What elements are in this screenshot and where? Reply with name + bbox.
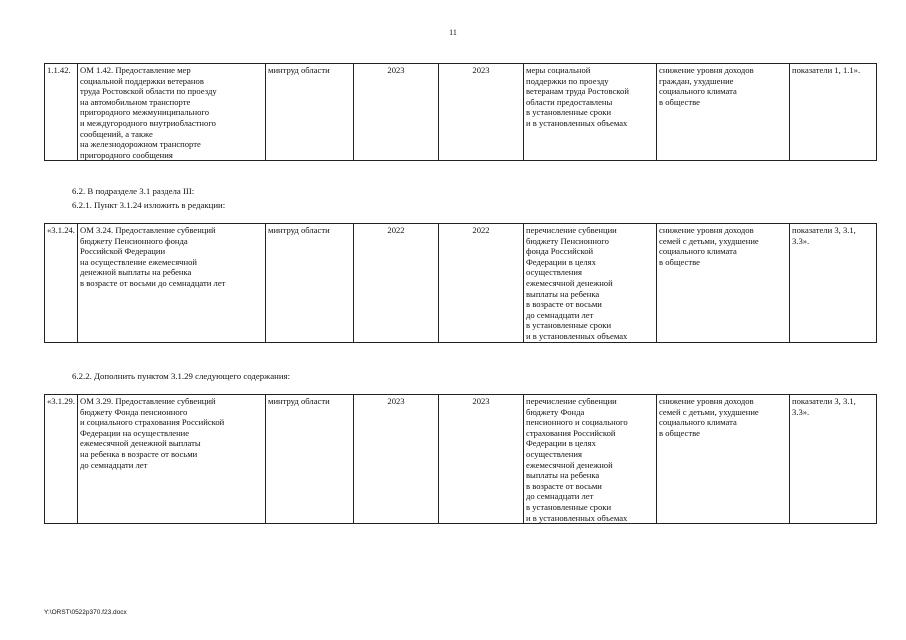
expected-result-line: бюджету Пенсионного	[526, 235, 609, 246]
indicators-line: показатели 3, 3.1,	[792, 396, 856, 406]
measure-name-line: ОМ 1.42. Предоставление мер	[80, 65, 191, 75]
measure-name-line: ежемесячной денежной выплаты	[80, 438, 201, 449]
expected-result-line: перечисление субвенции	[526, 225, 617, 235]
expected-result-line: перечисление субвенции	[526, 396, 617, 406]
measure-name-line: до семнадцати лет	[80, 459, 148, 470]
measure-name-line: пригородного межмуниципального	[80, 107, 209, 118]
measure-name-line: социальной поддержки ветеранов	[80, 75, 204, 86]
indicators-line: 3.3».	[792, 406, 810, 417]
consequence-cell	[657, 395, 790, 524]
consequence-line: снижение уровня доходов	[659, 396, 754, 406]
executor-cell: минтруд области	[266, 224, 354, 343]
consequence-line: в обществе	[659, 256, 700, 267]
consequence-line: снижение уровня доходов	[659, 225, 754, 235]
expected-result-line: Федерации в целях	[526, 438, 596, 449]
measure-table-3-1-29	[44, 394, 877, 524]
measure-table-1-1-42	[44, 63, 877, 161]
expected-result-line: до семнадцати лет	[526, 491, 594, 502]
expected-result-line: в установленные сроки	[526, 107, 612, 118]
indicators-line: показатели 3, 3.1,	[792, 225, 856, 235]
indicators-line: показатели 1, 1.1».	[792, 65, 861, 75]
executor-cell: минтруд области	[266, 395, 354, 524]
measure-name-line: на автомобильном транспорте	[80, 96, 191, 107]
indicators-cell	[790, 395, 877, 524]
expected-result-line: выплаты на ребенка	[526, 288, 600, 299]
measure-name-line: бюджету Фонда пенсионного	[80, 406, 188, 417]
measure-name-line: пригородного сообщения	[80, 149, 173, 160]
indicators-cell	[790, 224, 877, 343]
measure-name-cell	[78, 395, 266, 524]
start-year-cell: 2023	[354, 64, 439, 161]
measure-name-line: на железнодорожном транспорте	[80, 139, 201, 150]
expected-result-line: страхования Российской	[526, 427, 616, 438]
measure-name-line: сообщений, а также	[80, 128, 153, 139]
measure-name-cell	[78, 64, 266, 161]
measure-name-line: труда Ростовской области по проезду	[80, 86, 217, 97]
expected-result-line: меры социальной	[526, 65, 591, 75]
consequence-line: семей с детьми, ухудшение	[659, 406, 759, 417]
start-year-cell: 2022	[354, 224, 439, 343]
row-number-cell: «3.1.29.	[45, 395, 78, 524]
expected-result-line: выплаты на ребенка	[526, 470, 600, 481]
table-row	[45, 224, 877, 343]
expected-result-cell	[524, 224, 657, 343]
expected-result-line: осуществления	[526, 267, 582, 278]
measure-name-line: ОМ 3.24. Предоставление субвенций	[80, 225, 216, 235]
consequence-line: социального климата	[659, 417, 737, 428]
indicators-line: 3.3».	[792, 235, 810, 246]
expected-result-line: осуществления	[526, 448, 582, 459]
expected-result-line: и в установленных объемах	[526, 512, 628, 523]
measure-name-line: Федерации на осуществление	[80, 427, 190, 438]
expected-result-line: поддержки по проезду	[526, 75, 609, 86]
expected-result-line: ежемесячной денежной	[526, 459, 613, 470]
expected-result-line: Федерации в целях	[526, 256, 596, 267]
measure-name-line: денежной выплаты на ребенка	[80, 267, 192, 278]
expected-result-line: в установленные сроки	[526, 501, 612, 512]
end-year-cell: 2023	[439, 395, 524, 524]
expected-result-line: в установленные сроки	[526, 320, 612, 331]
page-number: 11	[449, 28, 457, 37]
expected-result-line: в возрасте от восьми	[526, 480, 602, 491]
paragraph-6-2-1: 6.2.1. Пункт 3.1.24 изложить в редакции:	[72, 200, 226, 210]
consequence-line: граждан, ухудшение	[659, 75, 734, 86]
measure-name-line: на осуществление ежемесячной	[80, 256, 197, 267]
consequence-line: социального климата	[659, 86, 737, 97]
expected-result-line: пенсионного и социального	[526, 417, 628, 428]
consequence-line: в обществе	[659, 96, 700, 107]
paragraph-6-2: 6.2. В подразделе 3.1 раздела III:	[72, 186, 195, 196]
end-year-cell: 2023	[439, 64, 524, 161]
expected-result-line: до семнадцати лет	[526, 309, 594, 320]
measure-name-line: в возрасте от восьми до семнадцати лет	[80, 277, 226, 288]
row-number-cell: «3.1.24.	[45, 224, 78, 343]
paragraph-6-2-2: 6.2.2. Дополнить пунктом 3.1.29 следующего содержания:	[72, 371, 291, 381]
measure-table-3-1-24	[44, 223, 877, 343]
expected-result-line: и в установленных объемах	[526, 330, 628, 341]
measure-name-line: и междугородного внутриобластного	[80, 117, 216, 128]
end-year-cell: 2022	[439, 224, 524, 343]
consequence-line: в обществе	[659, 427, 700, 438]
expected-result-line: бюджету Фонда	[526, 406, 585, 417]
expected-result-line: фонда Российской	[526, 246, 594, 257]
table-row	[45, 64, 877, 161]
consequence-cell	[657, 64, 790, 161]
measure-name-line: и социального страхования Российской	[80, 417, 225, 428]
consequence-line: снижение уровня доходов	[659, 65, 754, 75]
row-number-cell: 1.1.42.	[45, 64, 78, 161]
measure-name-cell	[78, 224, 266, 343]
start-year-cell: 2023	[354, 395, 439, 524]
expected-result-cell	[524, 395, 657, 524]
expected-result-line: области предоставлены	[526, 96, 613, 107]
consequence-cell	[657, 224, 790, 343]
consequence-line: семей с детьми, ухудшение	[659, 235, 759, 246]
consequence-line: социального климата	[659, 246, 737, 257]
expected-result-line: ветеранам труда Ростовской	[526, 86, 629, 97]
executor-cell: минтруд области	[266, 64, 354, 161]
expected-result-cell	[524, 64, 657, 161]
measure-name-line: на ребенка в возрасте от восьми	[80, 448, 198, 459]
expected-result-line: ежемесячной денежной	[526, 277, 613, 288]
expected-result-line: и в установленных объемах	[526, 117, 628, 128]
file-path-footer: Y:\ORST\0522p370.f23.docx	[44, 609, 127, 616]
table-row	[45, 395, 877, 524]
expected-result-line: в возрасте от восьми	[526, 299, 602, 310]
measure-name-line: Российской Федерации	[80, 246, 166, 257]
measure-name-line: ОМ 3.29. Предоставление субвенций	[80, 396, 216, 406]
measure-name-line: бюджету Пенсионного фонда	[80, 235, 188, 246]
indicators-cell	[790, 64, 877, 161]
